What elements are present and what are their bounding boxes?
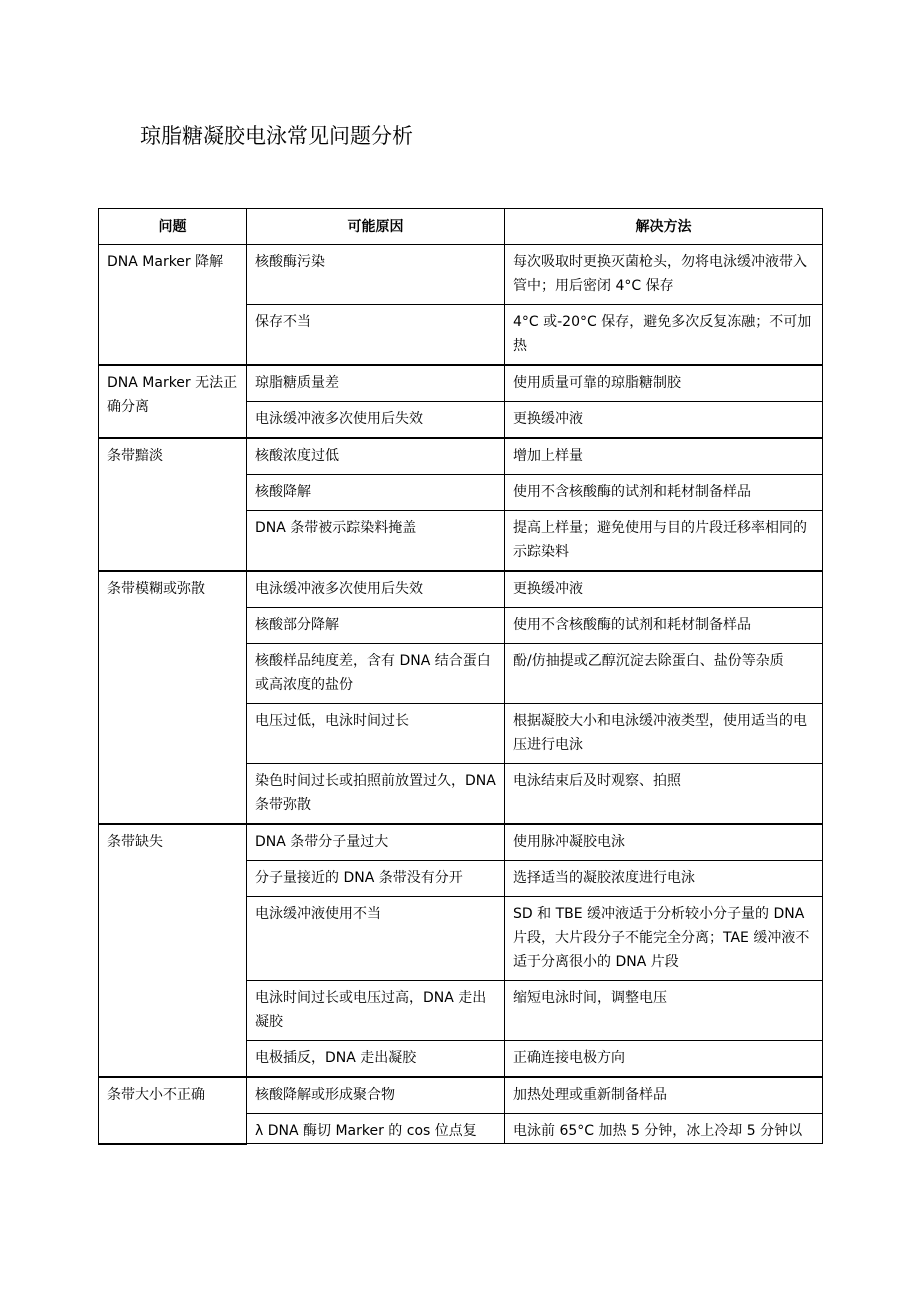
problem-analysis-table [98,208,823,1145]
solution-cell: 正确连接电极方向 [505,1041,823,1078]
issue-cell: 条带模糊或弥散 [99,571,247,824]
solution-cell: 每次吸取时更换灭菌枪头，勿将电泳缓冲液带入管中；用后密闭 4°C 保存 [505,245,823,305]
solution-cell: 电泳结束后及时观察、拍照 [505,764,823,825]
cause-cell: 电泳缓冲液多次使用后失效 [247,571,505,608]
cause-cell: 核酸降解或形成聚合物 [247,1077,505,1114]
header-issue: 问题 [99,209,247,245]
solution-cell: 增加上样量 [505,438,823,475]
cause-cell: 染色时间过长或拍照前放置过久，DNA 条带弥散 [247,764,505,825]
solution-cell: 更换缓冲液 [505,571,823,608]
solution-cell: 使用脉冲凝胶电泳 [505,824,823,861]
cause-cell: 核酸浓度过低 [247,438,505,475]
cause-cell: 电泳时间过长或电压过高，DNA 走出凝胶 [247,981,505,1041]
table-row [99,1077,823,1114]
cause-cell: 电压过低，电泳时间过长 [247,704,505,764]
cause-cell: 电极插反，DNA 走出凝胶 [247,1041,505,1078]
table-row [99,571,823,608]
cause-cell: 电泳缓冲液多次使用后失效 [247,402,505,439]
cause-cell: DNA 条带分子量过大 [247,824,505,861]
table-row [99,365,823,402]
solution-cell: 酚/仿抽提或乙醇沉淀去除蛋白、盐份等杂质 [505,644,823,704]
cause-cell: 核酸部分降解 [247,608,505,644]
cause-cell: 分子量接近的 DNA 条带没有分开 [247,861,505,897]
cause-cell: DNA 条带被示踪染料掩盖 [247,511,505,572]
cause-cell: 核酸样品纯度差，含有 DNA 结合蛋白或高浓度的盐份 [247,644,505,704]
table-header-row [99,209,823,245]
solution-cell: 加热处理或重新制备样品 [505,1077,823,1114]
header-solution: 解决方法 [505,209,823,245]
cause-cell: 保存不当 [247,305,505,366]
table-row [99,438,823,475]
cause-cell: 核酸降解 [247,475,505,511]
solution-cell: 选择适当的凝胶浓度进行电泳 [505,861,823,897]
header-cause: 可能原因 [247,209,505,245]
solution-cell: 使用不含核酸酶的试剂和耗材制备样品 [505,475,823,511]
solution-cell: 根据凝胶大小和电泳缓冲液类型，使用适当的电压进行电泳 [505,704,823,764]
cause-cell: λ DNA 酶切 Marker 的 cos 位点复 [247,1114,505,1144]
table-row [99,245,823,305]
issue-cell: DNA Marker 降解 [99,245,247,366]
page-title: 琼脂糖凝胶电泳常见问题分析 [140,124,413,148]
solution-cell: 使用质量可靠的琼脂糖制胶 [505,365,823,402]
solution-cell: 提高上样量；避免使用与目的片段迁移率相同的示踪染料 [505,511,823,572]
issue-cell: 条带缺失 [99,824,247,1077]
cause-cell: 电泳缓冲液使用不当 [247,897,505,981]
solution-cell: 缩短电泳时间，调整电压 [505,981,823,1041]
issue-cell: 条带黯淡 [99,438,247,571]
cause-cell: 琼脂糖质量差 [247,365,505,402]
solution-cell: SD 和 TBE 缓冲液适于分析较小分子量的 DNA 片段，大片段分子不能完全分离；TAE 缓冲液不适于分离很小的 DNA 片段 [505,897,823,981]
solution-cell: 使用不含核酸酶的试剂和耗材制备样品 [505,608,823,644]
solution-cell: 4°C 或-20°C 保存，避免多次反复冻融；不可加热 [505,305,823,366]
issue-cell: DNA Marker 无法正确分离 [99,365,247,438]
solution-cell: 电泳前 65°C 加热 5 分钟，冰上冷却 5 分钟以 [505,1114,823,1144]
table-row [99,824,823,861]
issue-cell: 条带大小不正确 [99,1077,247,1144]
cause-cell: 核酸酶污染 [247,245,505,305]
solution-cell: 更换缓冲液 [505,402,823,439]
